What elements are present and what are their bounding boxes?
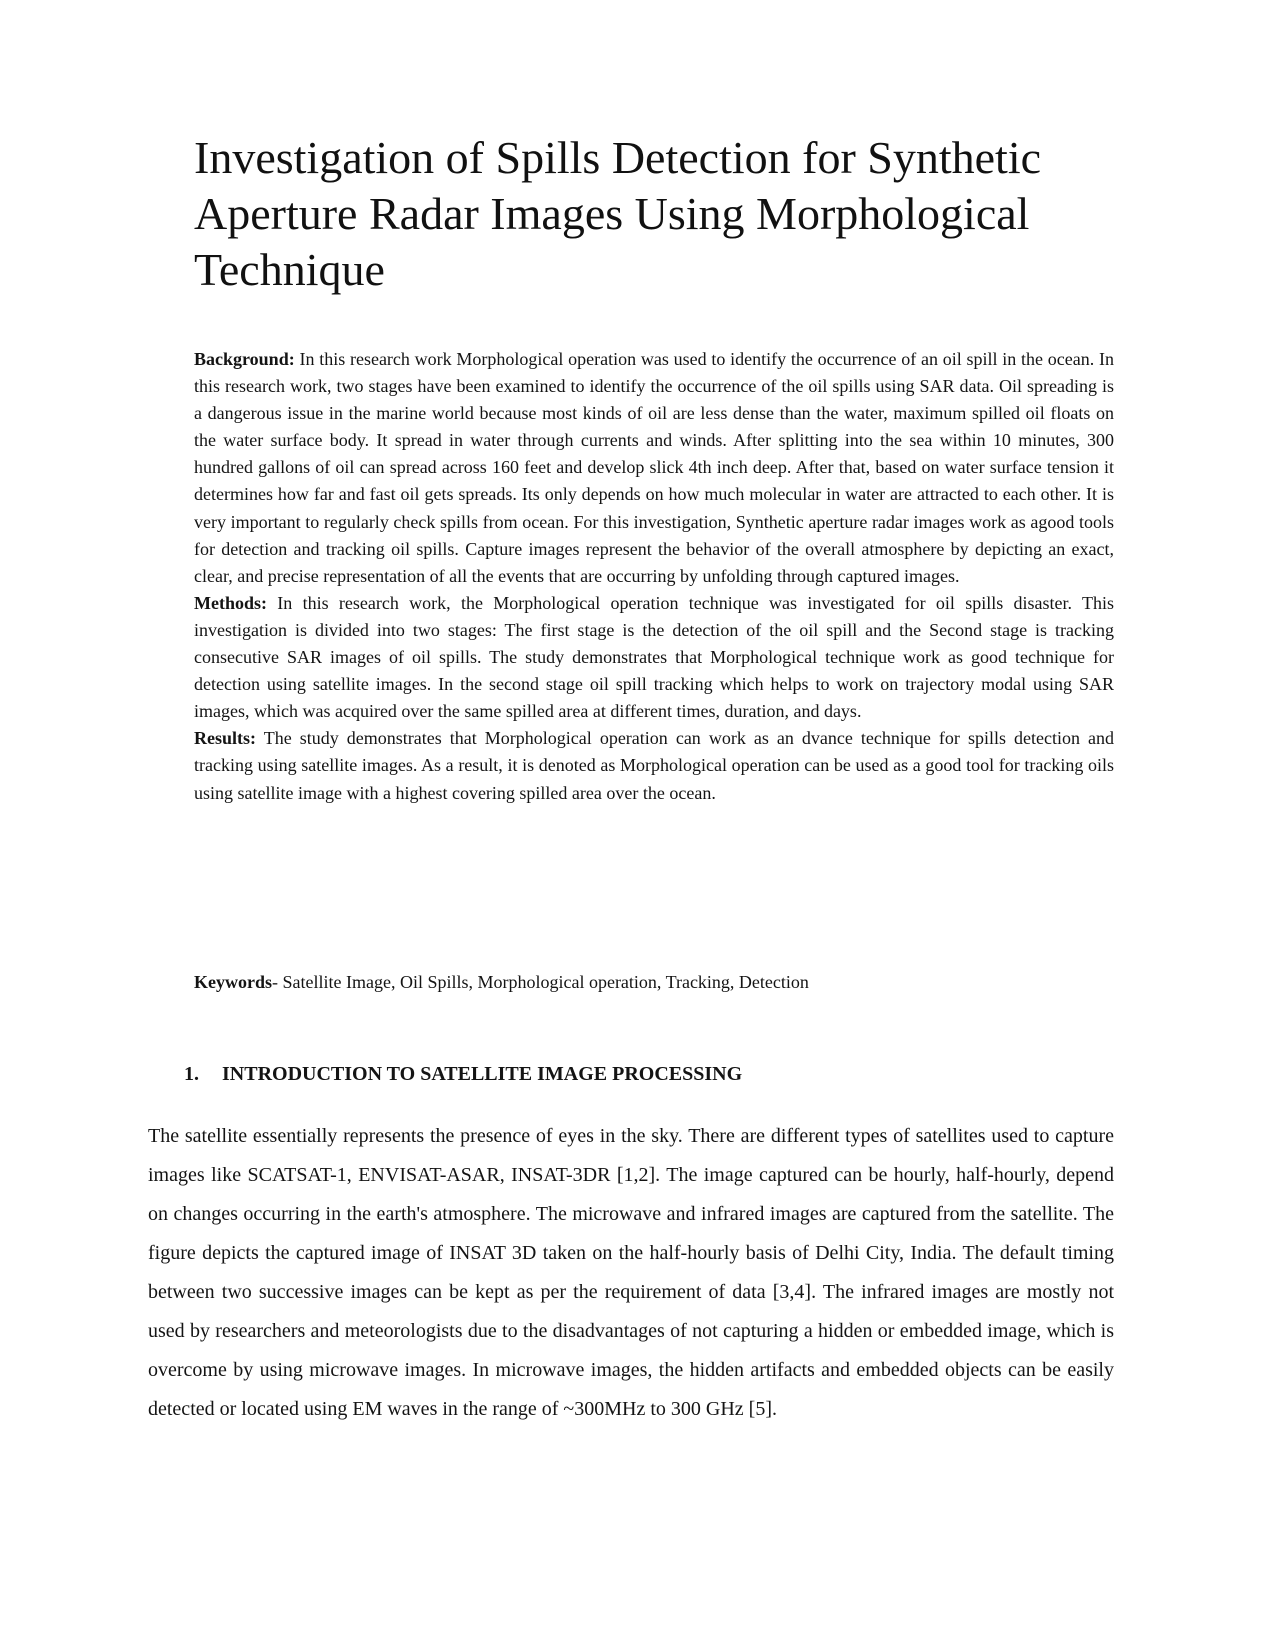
background-label: Background:	[194, 349, 295, 369]
section-title: INTRODUCTION TO SATELLITE IMAGE PROCESSING	[222, 1063, 743, 1085]
methods-label: Methods:	[194, 592, 267, 613]
abstract-background	[194, 346, 1114, 590]
methods-text: In this research work, the Morphological operation technique was investigated for oil spills disaster. This investigation is divided into two stages: The first stage is the detection of the oil spill and the Second stage is tracking consecutive SAR images of oil spills. The study demonstrates that Morphological technique work as good technique for detection using satellite images. In the second stage oil spill tracking which helps to work on trajectory modal using SAR images, which was acquired over the same spilled area at different times, duration, and days.	[194, 592, 1114, 722]
abstract	[194, 346, 1114, 807]
abstract-results	[194, 725, 1114, 806]
keywords	[194, 970, 1114, 994]
section-heading	[184, 1061, 1084, 1087]
section-number: 1.	[184, 1063, 199, 1085]
abstract-methods	[194, 590, 1114, 725]
paper-title: Investigation of Spills Detection for Synthetic Aperture Radar Images Using Morphological Technique	[194, 132, 1042, 295]
background-text: In this research work Morphological operation was used to identify the occurrence of an oil spill in the ocean. In this research work, two stages have been examined to identify the occurrence of the oil spills using SAR data. Oil spreading is a dangerous issue in the marine world because most kinds of oil are less dense than the water, maximum spilled oil floats on the water surface body. It spread in water through currents and winds. After splitting into the sea within 10 minutes, 300 hundred gallons of oil can spread across 160 feet and develop slick 4th inch deep. After that, based on water surface tension it determines how far and fast oil gets spreads. Its only depends on how much molecular in water are attracted to each other. It is very important to regularly check spills from ocean. For this investigation, Synthetic aperture radar images work as agood tools for detection and tracking oil spills. Capture images represent the behavior of the overall atmosphere by depicting an exact, clear, and precise representation of all the events that are occurring by unfolding through captured images.	[194, 349, 1114, 586]
results-label: Results:	[194, 728, 256, 749]
results-text: The study demonstrates that Morphological operation can work as an dvance technique for spills detection and tracking using satellite images. As a result, it is denoted as Morphological operation can be used as a good tool for tracking oils using satellite image with a highest covering spilled area over the ocean.	[194, 728, 1114, 803]
introduction-paragraph: The satellite essentially represents the presence of eyes in the sky. There are different types of satellites used to capture images like SCATSAT-1, ENVISAT-ASAR, INSAT-3DR [1,2]. The image captured can be hourly, half-hourly, depend on changes occurring in the earth's atmosphere. The microwave and infrared images are captured from the satellite. The figure depicts the captured image of INSAT 3D taken on the half-hourly basis of Delhi City, India. The default timing between two successive images can be kept as per the requirement of data [3,4]. The infrared images are mostly not used by researchers and meteorologists due to the disadvantages of not capturing a hidden or embedded image, which is overcome by using microwave images. In microwave images, the hidden artifacts and embedded objects can be easily detected or located using EM waves in the range of ~300MHz to 300 GHz [5].	[148, 1125, 1114, 1420]
keywords-text: - Satellite Image, Oil Spills, Morphological operation, Tracking, Detection	[272, 972, 809, 992]
keywords-label: Keywords	[194, 972, 272, 992]
